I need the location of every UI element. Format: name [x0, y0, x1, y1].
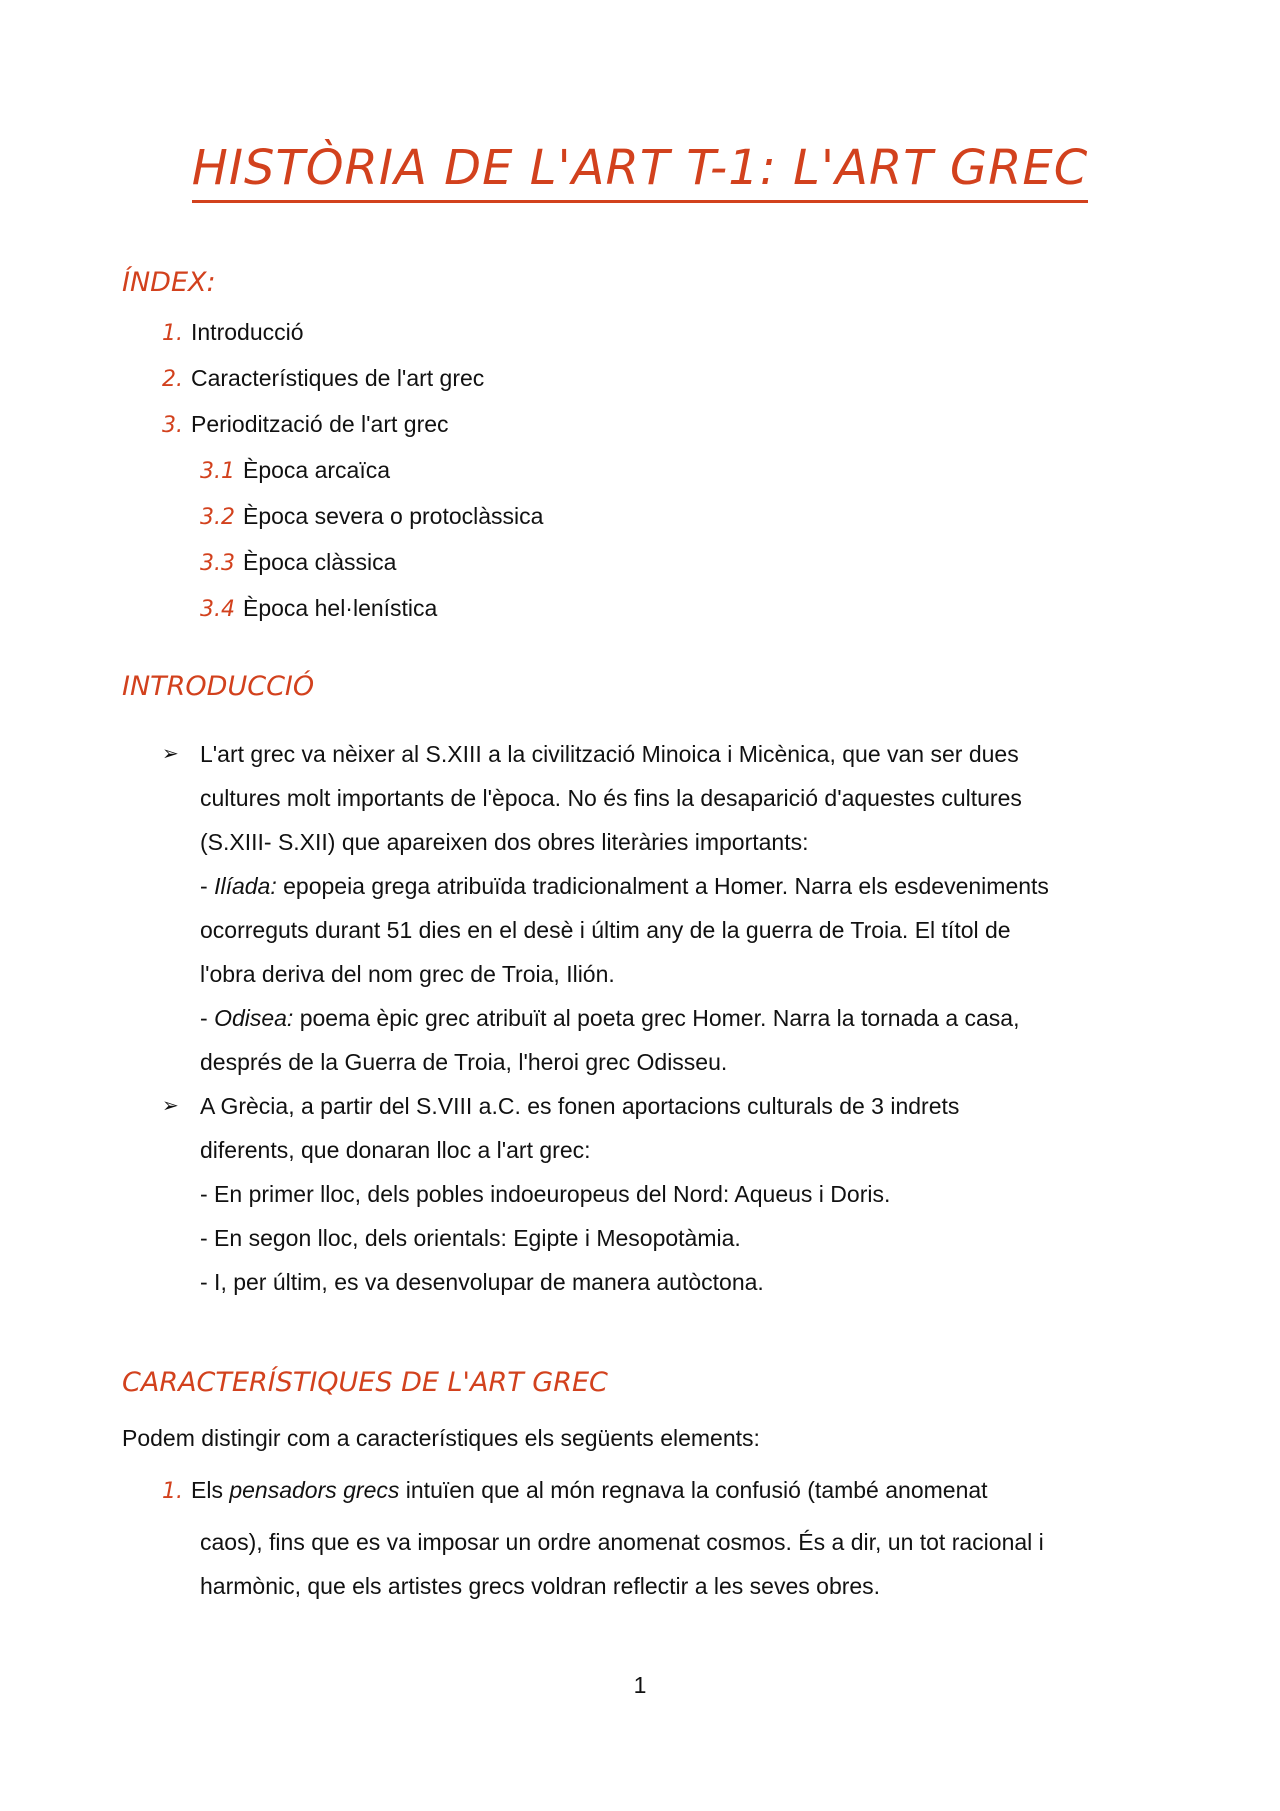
intro-p1-line: L'art grec va nèixer al S.XIII a la civilització Minoica i Micènica, que van ser dues [200, 741, 1019, 767]
odisea-line: després de la Guerra de Troia, l'heroi grec Odisseu. [200, 1049, 728, 1075]
index-item [162, 410, 449, 440]
index-heading: ÍNDEX: [122, 267, 216, 298]
intro-p2-line: - En primer lloc, dels pobles indoeuropeus del Nord: Aqueus i Doris. [200, 1181, 891, 1207]
intro-p2-line: - En segon lloc, dels orientals: Egipte i Mesopotàmia. [200, 1225, 741, 1251]
intro-heading: INTRODUCCIÓ [122, 671, 315, 702]
intro-p2-line: - I, per últim, es va desenvolupar de manera autòctona. [200, 1269, 764, 1295]
intro-p2-line: A Grècia, a partir del S.VIII a.C. es fonen aportacions culturals de 3 indrets [200, 1093, 960, 1119]
index-item [162, 318, 304, 348]
intro-p2-line: diferents, que donaran lloc a l'art grec: [200, 1137, 591, 1163]
odisea-term: Odisea: [214, 1005, 294, 1031]
caract-item-number: 1. [162, 1479, 183, 1504]
index-item-number: 3. [162, 413, 183, 438]
index-subitem [200, 548, 396, 578]
iliada-term: Ilíada: [214, 873, 277, 899]
document-title: HISTÒRIA DE L'ART T-1: L'ART GREC [0, 138, 1280, 203]
index-item-number: 2. [162, 367, 183, 392]
index-subitem-label: Època arcaïca [243, 457, 391, 483]
intro-p1-line: (S.XIII- S.XII) que apareixen dos obres literàries importants: [200, 829, 809, 855]
index-subitem-label: Època hel·lenística [243, 595, 438, 621]
iliada-line: l'obra deriva del nom grec de Troia, Ilión. [200, 961, 615, 987]
pensadors-term: pensadors grecs [229, 1477, 400, 1503]
index-subitem-label: Època clàssica [243, 549, 397, 575]
index-subitem [200, 456, 390, 486]
caract-item-1: 1. Els pensadors grecs intuïen que al món regnava la confusió (també anomenat [162, 1477, 988, 1504]
index-item-label: Característiques de l'art grec [191, 365, 485, 391]
index-item-label: Introducció [191, 319, 304, 345]
index-item-label: Periodització de l'art grec [191, 411, 449, 437]
index-subitem-label: Època severa o protoclàssica [243, 503, 544, 529]
bullet-arrow-icon: ➢ [162, 1095, 179, 1117]
index-subitem-number: 3.4 [200, 597, 235, 622]
odisea-line: - Odisea: poema èpic grec atribuït al poeta grec Homer. Narra la tornada a casa, [200, 1005, 1020, 1031]
iliada-line: ocorreguts durant 51 dies en el desè i últim any de la guerra de Troia. El títol de [200, 917, 1011, 943]
caract-item-1-line: caos), fins que es va imposar un ordre anomenat cosmos. És a dir, un tot racional i [200, 1529, 1044, 1555]
caract-lead: Podem distingir com a característiques els següents elements: [122, 1425, 760, 1451]
index-subitem [200, 594, 437, 624]
index-item [162, 364, 484, 394]
iliada-line: - Ilíada: epopeia grega atribuïda tradicionalment a Homer. Narra els esdeveniments [200, 873, 1049, 899]
index-item-number: 1. [162, 321, 183, 346]
bullet-arrow-icon: ➢ [162, 743, 179, 765]
index-subitem-number: 3.3 [200, 551, 235, 576]
caract-item-1-line: harmònic, que els artistes grecs voldran reflectir a les seves obres. [200, 1573, 881, 1599]
page-number: 1 [633, 1672, 647, 1698]
index-subitem [200, 502, 543, 532]
intro-p1-line: cultures molt importants de l'època. No és fins la desaparició d'aquestes cultures [200, 785, 1022, 811]
index-subitem-number: 3.2 [200, 505, 235, 530]
caract-heading: CARACTERÍSTIQUES DE L'ART GREC [122, 1367, 608, 1398]
index-subitem-number: 3.1 [200, 459, 235, 484]
